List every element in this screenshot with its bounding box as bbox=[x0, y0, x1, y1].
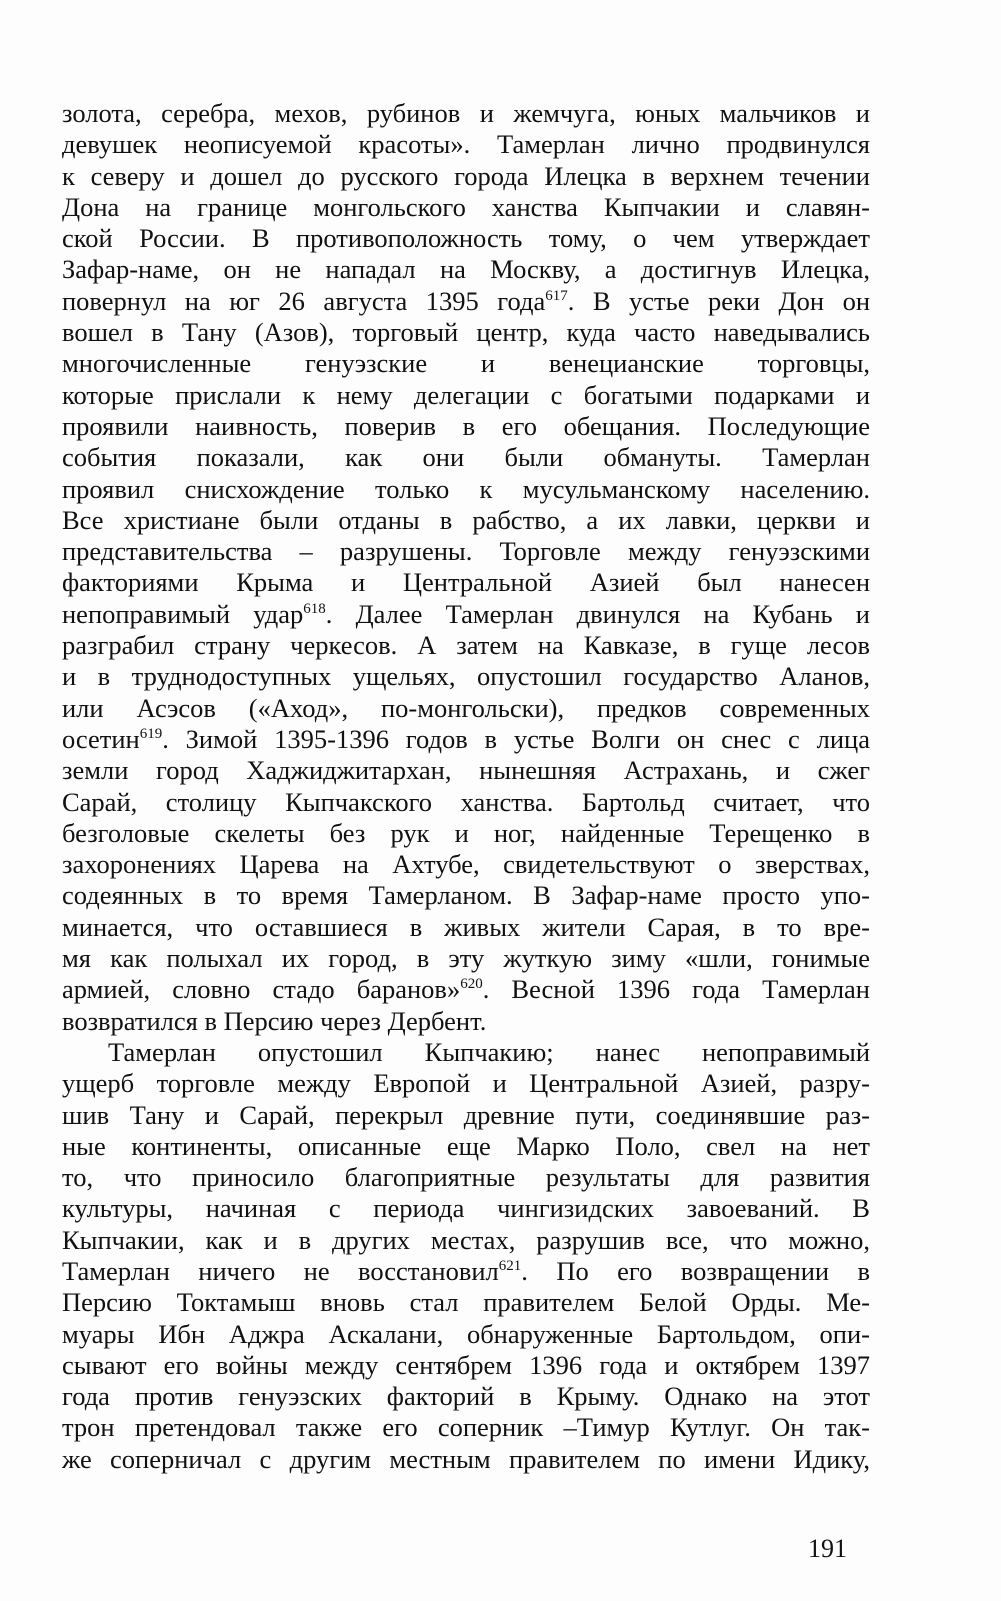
text-line bbox=[62, 474, 870, 505]
text-line bbox=[62, 693, 870, 724]
footnote-marker: 617 bbox=[545, 287, 568, 304]
text-segment: земли город Хаджиджитархан, нынешняя Астрахань, и сжег bbox=[62, 755, 870, 786]
text-line bbox=[62, 818, 870, 849]
text-segment: . Весной 1396 года Тамерлан bbox=[482, 974, 870, 1005]
text-line bbox=[62, 1256, 870, 1287]
text-line bbox=[62, 912, 870, 943]
text-segment: факториями Крыма и Центральной Азией был нанесен bbox=[62, 567, 870, 598]
text-segment: культуры, начиная с периода чингизидских завоеваний. В bbox=[62, 1193, 870, 1224]
text-segment: Зафар-наме, он не нападал на Москву, а достигнув Илецка, bbox=[62, 254, 870, 285]
text-line bbox=[62, 1287, 870, 1318]
text-segment: которые прислали к нему делегации с богатыми подарками и bbox=[62, 379, 870, 410]
text-line bbox=[62, 1412, 870, 1443]
text-segment: возвратился в Персию через Дербент. bbox=[62, 1005, 487, 1036]
text-segment: шив Тану и Сарай, перекрыл древние пути, соединявшие раз- bbox=[62, 1099, 870, 1130]
text-line bbox=[62, 98, 870, 129]
text-line bbox=[62, 442, 870, 473]
text-segment: события показали, как они были обмануты. Тамерлан bbox=[62, 442, 870, 473]
text-segment: минается, что оставшиеся в живых жители Сарая, в то вре- bbox=[62, 911, 870, 942]
text-line bbox=[62, 1131, 870, 1162]
text-segment: вошел в Тану (Азов), торговый центр, куда часто наведывались bbox=[62, 317, 870, 348]
text-segment: же соперничал с другим местным правителем по имени Идику, bbox=[62, 1443, 870, 1474]
text-line bbox=[62, 1444, 870, 1475]
text-line bbox=[62, 1381, 870, 1412]
text-line bbox=[62, 505, 870, 536]
text-segment: трон претендовал также его соперник –Тимур Кутлуг. Он так- bbox=[62, 1412, 870, 1443]
text-segment: и в труднодоступных ущельях, опустошил государство Аланов, bbox=[62, 661, 870, 692]
text-line bbox=[62, 1225, 870, 1256]
text-line bbox=[62, 630, 870, 661]
text-segment: армией, словно стадо баранов» bbox=[62, 974, 461, 1005]
text-line bbox=[62, 1319, 870, 1350]
footnote-marker: 621 bbox=[498, 1257, 522, 1274]
text-segment: представительства – разрушены. Торговле между генуэзскими bbox=[62, 536, 870, 567]
text-segment: разграбил страну черкесов. А затем на Кавказе, в гуще лесов bbox=[62, 630, 870, 661]
text-segment: Кыпчакии, как и в других местах, разрушив все, что можно, bbox=[62, 1224, 870, 1255]
text-line bbox=[62, 380, 870, 411]
text-line bbox=[62, 974, 870, 1005]
text-line bbox=[62, 787, 870, 818]
text-line bbox=[62, 348, 870, 379]
text-segment: мя как полыхал их город, в эту жуткую зиму «шли, гонимые bbox=[62, 943, 870, 974]
text-segment: . По его возвращении в bbox=[521, 1255, 870, 1286]
text-line bbox=[62, 1006, 870, 1037]
page-number: 191 bbox=[808, 1534, 847, 1563]
footnote-marker: 619 bbox=[139, 725, 163, 742]
text-line bbox=[62, 661, 870, 692]
text-line bbox=[62, 567, 870, 598]
text-segment: непоправимый удар bbox=[62, 598, 304, 629]
text-segment: проявили наивность, поверив в его обещания. Последующие bbox=[62, 410, 870, 441]
body-text bbox=[62, 98, 870, 1475]
text-segment: . В устье реки Дон он bbox=[567, 285, 871, 316]
text-line bbox=[62, 880, 870, 911]
text-segment: Все христиане были отданы в рабство, а их лавки, церкви и bbox=[62, 504, 870, 535]
text-line bbox=[62, 192, 870, 223]
text-segment: многочисленные генуэзские и венецианские торговцы, bbox=[62, 348, 870, 379]
text-line bbox=[62, 724, 870, 755]
footnote-marker: 618 bbox=[303, 600, 326, 617]
text-line bbox=[62, 286, 870, 317]
text-segment: безголовые скелеты без рук и ног, найденные Терещенко в bbox=[62, 817, 870, 848]
text-line bbox=[62, 755, 870, 786]
text-segment: девушек неописуемой красоты». Тамерлан лично продвинулся bbox=[62, 129, 870, 160]
text-line bbox=[62, 411, 870, 442]
text-line bbox=[62, 317, 870, 348]
text-segment: Тамерлан опустошил Кыпчакию; нанес непоправимый bbox=[108, 1036, 870, 1067]
text-segment: муары Ибн Аджра Аскалани, обнаруженные Бартольдом, опи- bbox=[62, 1318, 870, 1349]
text-segment: золота, серебра, мехов, рубинов и жемчуга, юных мальчиков и bbox=[62, 98, 870, 128]
text-segment: содеянных в то время Тамерланом. В Зафар-наме просто упо- bbox=[62, 880, 870, 911]
text-segment: года против генуэзских факторий в Крыму. Однако на этот bbox=[62, 1381, 870, 1412]
text-segment: к северу и дошел до русского города Илецка в верхнем течении bbox=[62, 160, 870, 191]
text-line bbox=[62, 599, 870, 630]
text-segment: проявил снисхождение только к мусульманскому населению. bbox=[62, 473, 870, 504]
text-line bbox=[62, 1193, 870, 1224]
text-line bbox=[62, 1037, 870, 1068]
text-line bbox=[62, 1162, 870, 1193]
text-segment: Тамерлан ничего не восстановил bbox=[62, 1255, 499, 1286]
text-line bbox=[62, 1350, 870, 1381]
text-segment: то, что приносило благоприятные результаты для развития bbox=[62, 1162, 870, 1193]
text-segment: . Зимой 1395-1396 годов в устье Волги он снес с лица bbox=[162, 723, 870, 754]
text-line bbox=[62, 129, 870, 160]
text-line bbox=[62, 161, 870, 192]
text-segment: сывают его войны между сентябрем 1396 года и октябрем 1397 bbox=[62, 1349, 870, 1380]
text-line bbox=[62, 254, 870, 285]
text-segment: ущерб торговле между Европой и Центральной Азией, разру- bbox=[62, 1068, 870, 1099]
text-line bbox=[62, 943, 870, 974]
text-line bbox=[62, 223, 870, 254]
text-line bbox=[62, 849, 870, 880]
text-segment: Дона на границе монгольского ханства Кыпчакии и славян- bbox=[62, 191, 870, 222]
text-segment: ской России. В противоположность тому, о чем утверждает bbox=[62, 223, 870, 254]
text-segment: Сарай, столицу Кыпчакского ханства. Бартольд считает, что bbox=[62, 786, 870, 817]
footnote-marker: 620 bbox=[460, 976, 483, 993]
text-segment: захоронениях Царева на Ахтубе, свидетельствуют о зверствах, bbox=[62, 849, 870, 880]
text-segment: повернул на юг 26 августа 1395 года bbox=[62, 285, 546, 316]
text-segment: или Асэсов («Аход», по-монгольски), предков современных bbox=[62, 692, 870, 723]
text-segment: осетин bbox=[62, 723, 140, 754]
text-segment: Персию Toктамыш вновь стал правителем Белой Орды. Ме- bbox=[62, 1287, 870, 1318]
text-line bbox=[62, 536, 870, 567]
text-segment: . Далее Тамерлан двинулся на Кубань и bbox=[325, 598, 870, 629]
text-segment: ные континенты, описанные еще Марко Поло, свел на нет bbox=[62, 1130, 870, 1161]
text-line bbox=[62, 1068, 870, 1099]
text-line bbox=[62, 1100, 870, 1131]
